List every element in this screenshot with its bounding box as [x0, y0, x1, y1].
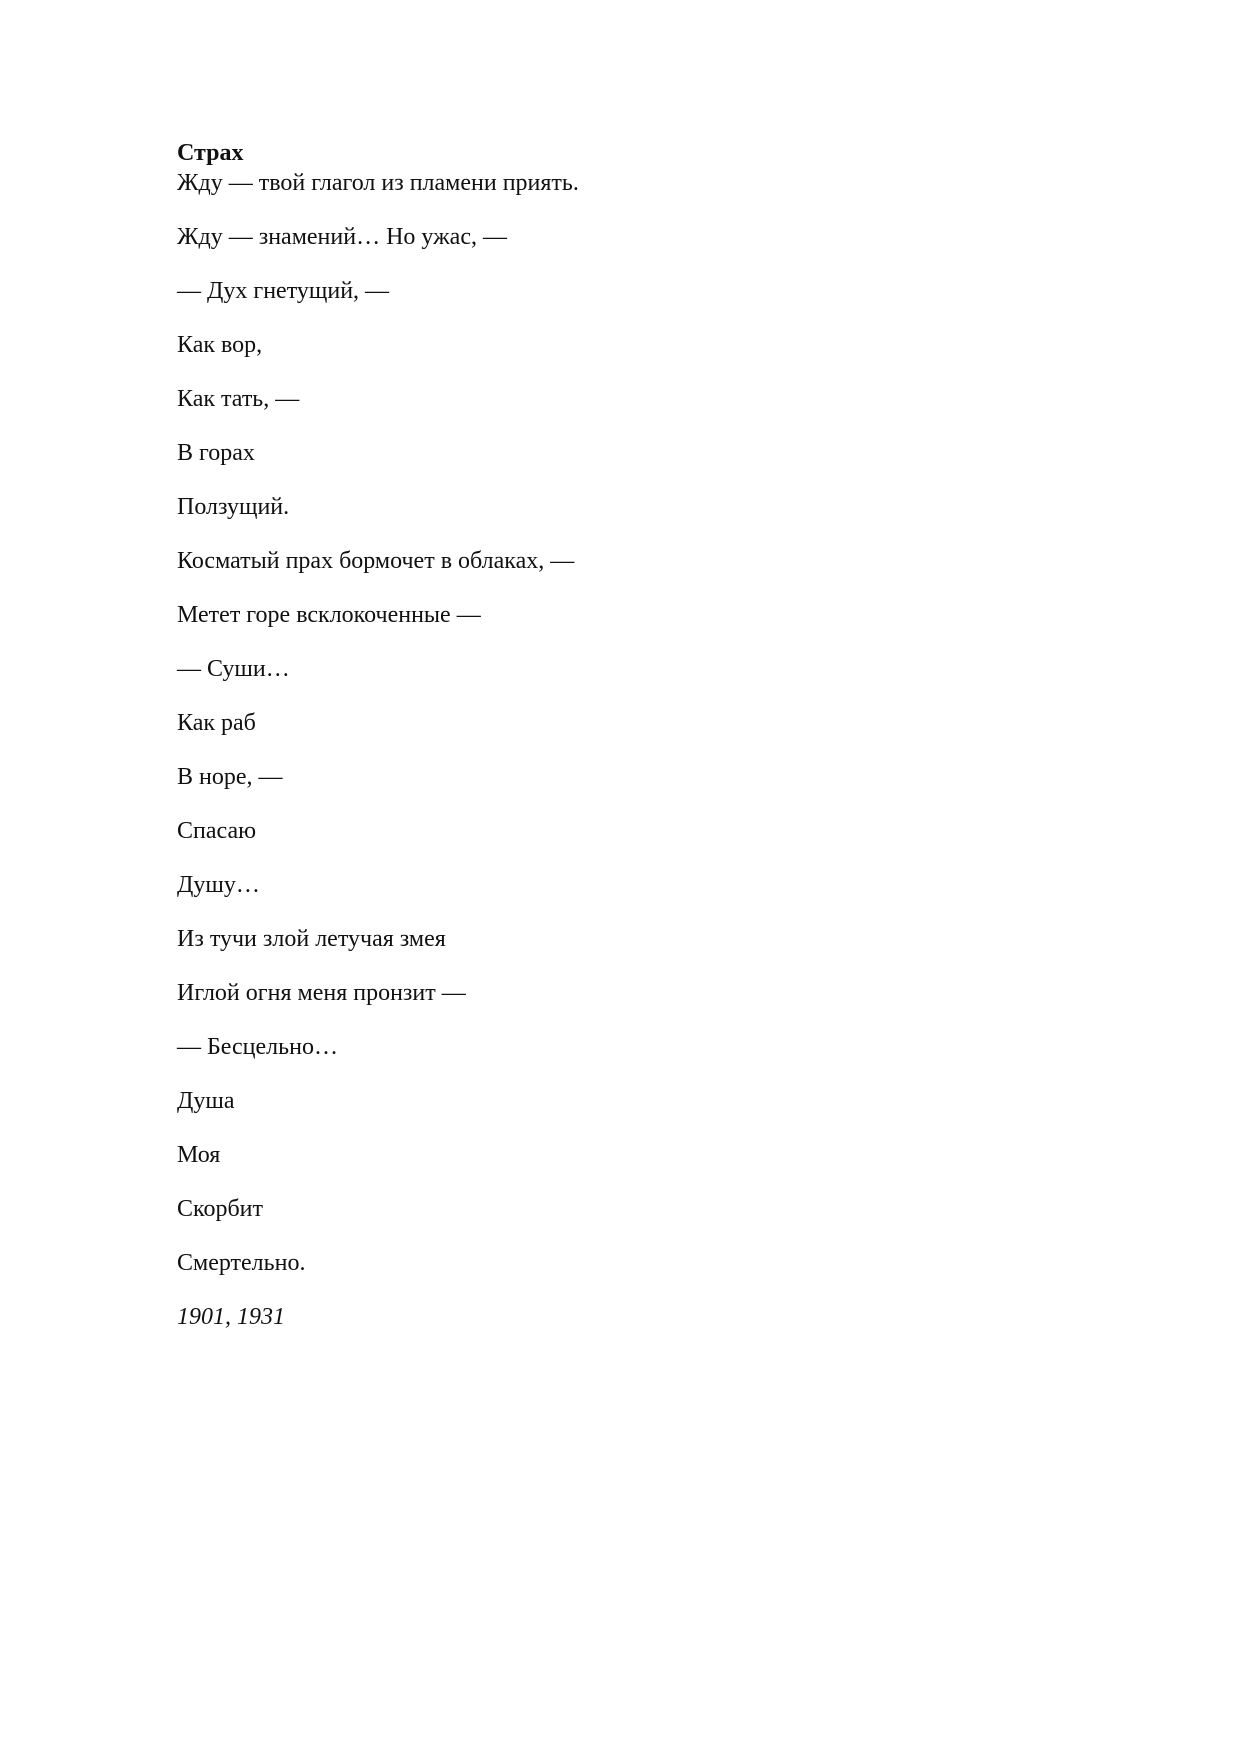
- poem-line: В горах: [177, 440, 255, 466]
- poem-lines: [177, 168, 1077, 1278]
- poem-line: Смертельно.: [177, 1250, 306, 1276]
- poem-line: В норе, —: [177, 764, 283, 790]
- poem-line: Как вор,: [177, 332, 263, 358]
- poem-date: 1901, 1931: [177, 1304, 285, 1330]
- poem: [177, 138, 1077, 1332]
- poem-line: — Бесцельно…: [177, 1034, 338, 1060]
- poem-line: Душу…: [177, 872, 260, 898]
- poem-line: — Суши…: [177, 656, 290, 682]
- poem-line: Жду — твой глагол из пламени приять.: [177, 170, 579, 196]
- poem-line: Из тучи злой летучая змея: [177, 926, 446, 952]
- poem-line: Моя: [177, 1142, 221, 1168]
- poem-title: Страх: [177, 140, 244, 166]
- poem-line: Скорбит: [177, 1196, 263, 1222]
- poem-line: Иглой огня меня пронзит —: [177, 980, 466, 1006]
- poem-line: Как раб: [177, 710, 256, 736]
- poem-line: Душа: [177, 1088, 235, 1114]
- poem-line: Ползущий.: [177, 494, 290, 520]
- poem-line: Жду — знамений… Но ужас, —: [177, 224, 507, 250]
- poem-line: Как тать, —: [177, 386, 300, 412]
- poem-line: Метет горе всклокоченные —: [177, 602, 481, 628]
- poem-line: Спасаю: [177, 818, 257, 844]
- poem-line: — Дух гнетущий, —: [177, 278, 390, 304]
- poem-line: Косматый прах бормочет в облаках, —: [177, 548, 575, 574]
